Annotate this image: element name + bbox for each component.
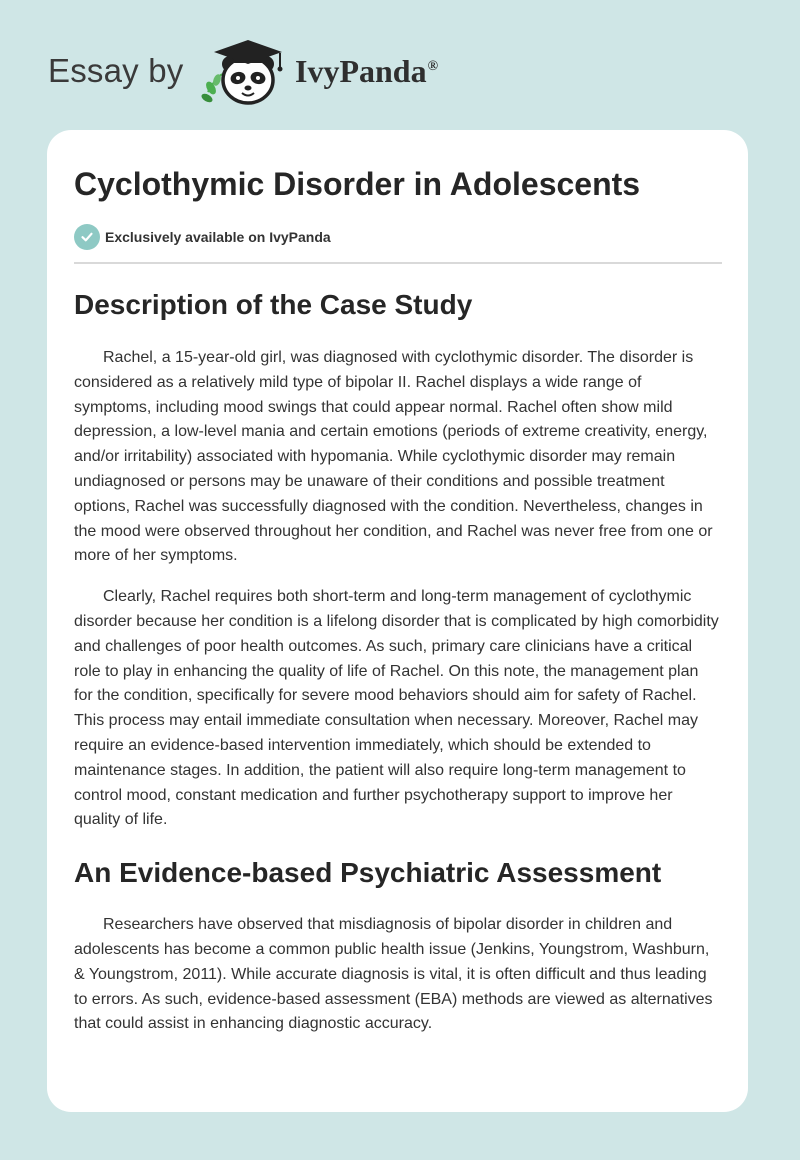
panda-graduate-logo-icon[interactable] (200, 34, 290, 108)
brand-name[interactable]: IvyPanda® (295, 53, 439, 89)
check-badge-icon (74, 224, 100, 250)
case-study-paragraph-1: Rachel, a 15-year-old girl, was diagnosed with cyclothymic disorder. The disorder is considered as a relatively mild type of bipolar II. Rachel displays a wide range of symptoms, including mood swings that could appear normal. Rachel often show mild depression, a low-level mania and certain emotions (periods of extreme creativity, energy, and/or irritability) associated with hypomania. While cyclothymic disorder may remain undiagnosed or persons may be unaware of their conditions and possible treatment options, Rachel was successfully diagnosed with the condition. Nevertheless, changes in the mood were observed throughout her condition, and Rachel was never free from one or more of her symptoms. (74, 349, 713, 565)
registered-mark: ® (427, 59, 439, 75)
article-card (47, 130, 748, 1112)
title-divider (74, 262, 722, 264)
article-title: Cyclothymic Disorder in Adolescents (74, 166, 641, 202)
section-heading-case-study: Description of the Case Study (74, 289, 473, 320)
case-study-paragraph-2: Clearly, Rachel requires both short-term and long-term management of cyclothymic disorder because her condition is a lifelong disorder that is complicated by high comorbidity and challenges of poor health outcomes. As such, primary care clinicians have a critical role to play in enhancing the quality of life of Rachel. On this note, the management plan for the condition, specifically for severe mood behaviors should aim for safety of Rachel. This process may entail immediate consultation when necessary. Moreover, Rachel may require an evidence-based intervention immediately, which should be extended to maintenance stages. In addition, the patient will also require long-term management to control mood, constant medication and further psychotherapy support to improve her quality of life. (74, 588, 719, 829)
exclusive-notice (74, 224, 721, 250)
brand-header (48, 30, 508, 110)
brand-prefix: Essay by (48, 52, 184, 89)
section-heading-assessment: An Evidence-based Psychiatric Assessment (74, 857, 662, 889)
checkmark-icon (80, 230, 94, 244)
exclusive-label: Exclusively available on IvyPanda (105, 229, 331, 245)
assessment-paragraph-1: Researchers have observed that misdiagnosis of bipolar disorder in children and adolescents has become a common public health issue (Jenkins, Youngstrom, Washburn, & Youngstrom, 2011). While accurate diagnosis is vital, it is often difficult and thus leading to errors. As such, evidence-based assessment (EBA) methods are viewed as alternatives that could assist in enhancing diagnostic accuracy. (74, 916, 713, 1033)
